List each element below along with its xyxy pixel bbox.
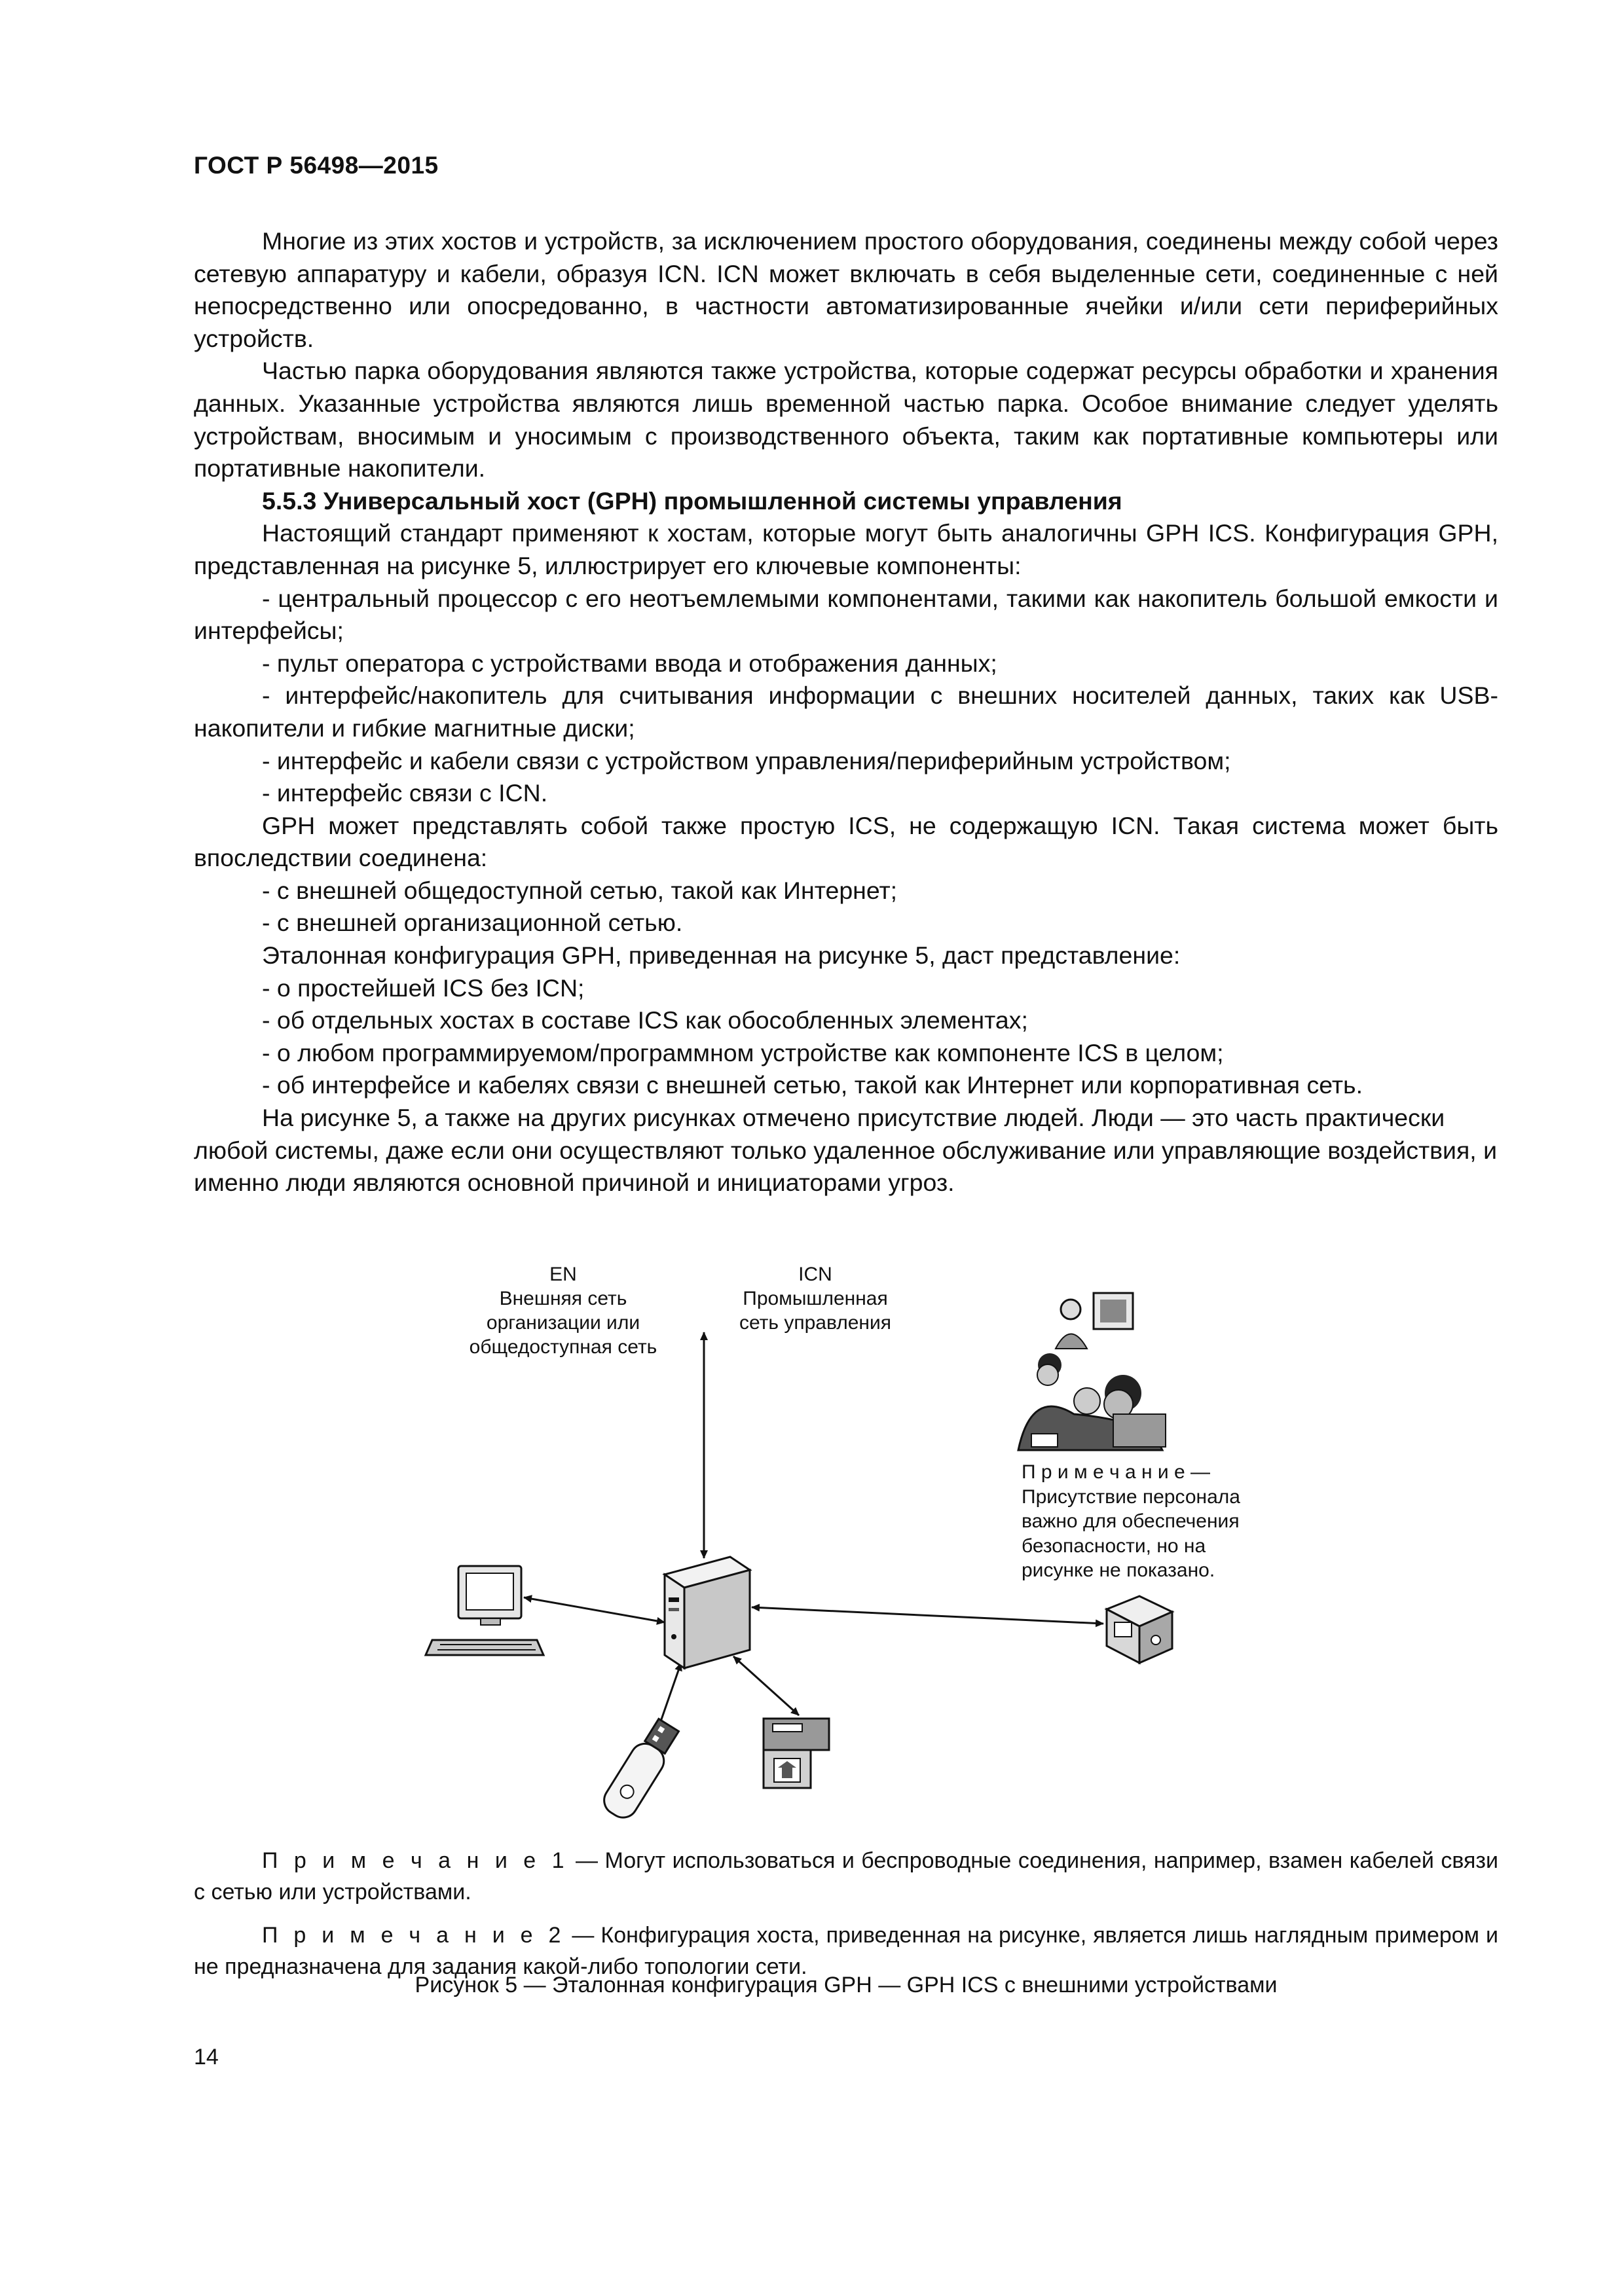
section-heading: 5.5.3 Универсальный хост (GPH) промышленной системы управления bbox=[262, 486, 1122, 515]
paragraph: Многие из этих хостов и устройств, за исключением простого оборудования, соединены между собой через сетевую аппаратуру и кабели, образуя ICN. ICN может включать в себя выделенные сети, соединенные с ней непосредственно или опосредованно, в частности автоматизированные ячейки и/или сети периферийных устройств. bbox=[194, 227, 1498, 352]
en-label: EN Внешняя сеть организации или общедоступная сеть bbox=[469, 1264, 657, 1358]
figure-note-title: П р и м е ч а н и е — bbox=[1022, 1461, 1210, 1483]
note-1: П р и м е ч а н и е 1 — Могут использоваться и беспроводные соединения, например, взамен кабелей связи с сетью или устройствами. bbox=[194, 1848, 1498, 1904]
workstation-icon bbox=[426, 1566, 544, 1655]
server-icon bbox=[665, 1557, 750, 1668]
link-storage bbox=[733, 1656, 799, 1715]
list-item: - пульт оператора с устройствами ввода и отображения данных; bbox=[262, 649, 997, 677]
list-item: - об интерфейсе и кабелях связи с внешней сетью, такой как Интернет или корпоративная сеть. bbox=[262, 1071, 1363, 1099]
controller-icon bbox=[1107, 1596, 1172, 1663]
list-item: - с внешней общедоступной сетью, такой как Интернет; bbox=[262, 876, 898, 904]
list-item: - об отдельных хостах в составе ICS как обособленных элементах; bbox=[262, 1006, 1028, 1034]
link-workstation bbox=[524, 1597, 665, 1622]
paragraph: Частью парка оборудования являются также устройства, которые содержат ресурсы обработки и хранения данных. Указанные устройства являются лишь временной частью парка. Особое внимание следует уделять устройствам, вносимым и уносимым с производственного объекта, таким как портативные компьютеры или портативные накопители. bbox=[194, 357, 1498, 483]
list-item: - о любом программируемом/программном устройстве как компоненте ICS в целом; bbox=[262, 1038, 1224, 1066]
icn-label: ICN Промышленная сеть управления bbox=[739, 1264, 892, 1334]
list-item: - интерфейс/накопитель для считывания информации с внешних носителей данных, таких как USB-накопители и гибкие магнитные диски; bbox=[194, 682, 1498, 742]
figure-note: П р и м е ч а н и е — Присутствие персонала важно для обеспечения безопасности, но на рисунке не показано. bbox=[1022, 1460, 1297, 1583]
list-item: - центральный процессор с его неотъемлемыми компонентами, такими как накопитель большой емкости и интерфейсы; bbox=[194, 584, 1498, 645]
personnel-icon bbox=[1018, 1293, 1166, 1450]
paragraph: Эталонная конфигурация GPH, приведенная на рисунке 5, даст представление: bbox=[262, 941, 1181, 970]
document-header: ГОСТ Р 56498—2015 bbox=[194, 152, 439, 179]
list-item: - интерфейс связи с ICN. bbox=[262, 779, 548, 807]
storage-device-icon bbox=[764, 1719, 829, 1788]
page-number: 14 bbox=[194, 2045, 219, 2069]
paragraph: GPH может представлять собой также простую ICS, не содержащую ICN. Такая система может быть впоследствии соединена: bbox=[194, 811, 1498, 872]
note-2: П р и м е ч а н и е 2 — Конфигурация хоста, приведенная на рисунке, является лишь наглядным примером и не предназначена для задания какой-либо топологии сети. bbox=[194, 1923, 1499, 1979]
list-item: - интерфейс и кабели связи с устройством управления/периферийным устройством; bbox=[262, 746, 1231, 774]
paragraph: Настоящий стандарт применяют к хостам, которые могут быть аналогичны GPH ICS. Конфигурация GPH, представленная на рисунке 5, иллюстрирует его ключевые компоненты: bbox=[194, 519, 1498, 579]
link-controller bbox=[752, 1607, 1103, 1624]
list-item: - о простейшей ICS без ICN; bbox=[262, 974, 585, 1002]
figure-caption: Рисунок 5 — Эталонная конфигурация GPH — GPH ICS с внешними устройствами bbox=[415, 1973, 1278, 1997]
usb-drive-icon bbox=[599, 1716, 683, 1823]
list-item: - с внешней организационной сетью. bbox=[262, 909, 683, 937]
paragraph: На рисунке 5, а также на других рисунках отмечено присутствие людей. Люди — это часть практически любой системы, даже если они осуществляют только удаленное обслуживание или управляющие воздействия, и именно люди являются основной причиной и инициаторами угроз. bbox=[194, 1104, 1498, 1197]
